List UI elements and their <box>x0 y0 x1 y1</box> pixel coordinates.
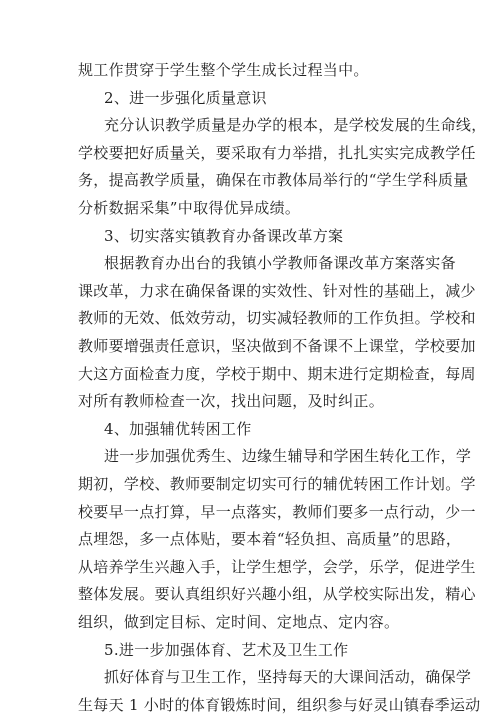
text-line: 从培养学生兴趣入手，让学生想学，会学，乐学，促进学生 <box>78 557 476 576</box>
text-line: 学校要把好质量关，要采取有力举措，扎扎实实完成教学任 <box>78 143 476 162</box>
section-heading: 3、切实落实镇教育办备课改革方案 <box>104 226 344 245</box>
text-line: 务，提高教学质量，确保在市教体局举行的“学生学科质量 <box>78 171 469 190</box>
text-line: 抓好体育与卫生工作，坚持每天的大课间活动，确保学 <box>104 668 472 687</box>
text-line: 大这方面检查力度，学校于期中、期末进行定期检查，每周 <box>78 364 476 383</box>
text-line: 校要早一点打算，早一点落实，教师们要多一点行动，少一 <box>78 502 476 521</box>
text-line: 规工作贯穿于学生整个学生成长过程当中。 <box>78 61 369 79</box>
text-line: 对所有教师检查一次，找出问题，及时纠正。 <box>78 392 385 411</box>
text-line: 进一步加强优秀生、边缘生辅导和学困生转化工作，学 <box>104 447 472 466</box>
section-heading: 5.进一步加强体育、艺术及卫生工作 <box>104 640 349 659</box>
text-line: 分析数据采集”中取得优异成绩。 <box>78 199 301 217</box>
text-line: 充分认识教学质量是办学的根本，是学校发展的生命线， <box>104 116 487 135</box>
text-line: 教师的无效、低效劳动，切实减轻教师的工作负担。学校和 <box>78 309 476 328</box>
text-line: 整体发展。要认真组织好兴趣小组，从学校实际出发，精心 <box>78 585 476 604</box>
text-line: 根据教育办出台的我镇小学教师备课改革方案落实备 <box>104 254 456 273</box>
text-line: 组织，做到定目标、定时间、定地点、定内容。 <box>78 613 400 631</box>
text-line: 点埋怨，多一点体贴，要本着“轻负担、高质量”的思路， <box>78 530 462 549</box>
text-line: 课改革，力求在确保备课的实效性、针对性的基础上，减少 <box>78 281 476 300</box>
text-line: 生每天 1 小时的体育锻炼时间，组织参与好灵山镇春季运动 <box>78 695 481 714</box>
section-heading: 4、加强辅优转困工作 <box>104 419 252 438</box>
section-heading: 2、进一步强化质量意识 <box>104 88 267 107</box>
text-line: 期初，学校、教师要制定切实可行的辅优转困工作计划。学 <box>78 475 476 493</box>
text-line: 教师要增强责任意识，坚决做到不备课不上课堂，学校要加 <box>78 337 476 355</box>
